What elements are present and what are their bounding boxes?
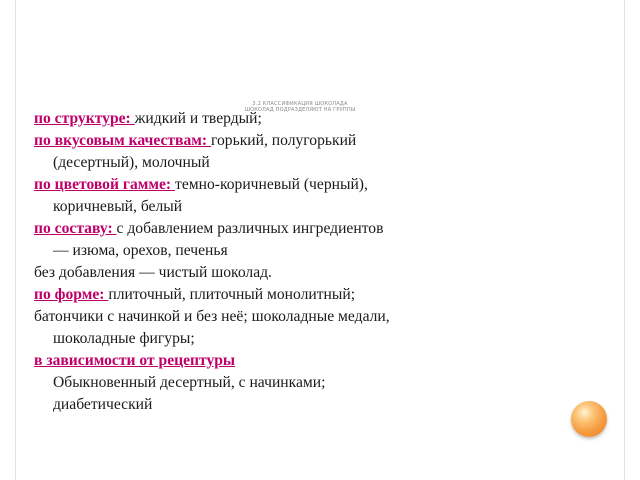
item-sep: : — [165, 176, 176, 193]
left-divider — [15, 0, 16, 480]
list-item-composition — [34, 218, 574, 240]
right-divider — [624, 0, 625, 480]
item-text: горький, полугорький — [210, 132, 357, 149]
item-extra: батончики с начинкой и без неё; шоколадные медали, — [34, 308, 390, 325]
list-item-color — [34, 174, 574, 196]
item-label: по составу: — [34, 220, 117, 237]
item-label: в зависимости от рецептуры — [34, 352, 236, 369]
item-text: темно-коричневый (черный), — [175, 176, 368, 193]
item-continuation: коричневый, белый — [53, 198, 183, 215]
item-text: жидкий и твердый; — [134, 110, 262, 127]
list-item-structure — [34, 108, 574, 130]
item-continuation: шоколадные фигуры; — [53, 330, 195, 347]
item-label: по вкусовым качествам — [34, 132, 202, 149]
classification-list — [34, 108, 574, 416]
item-label: по структуре — [34, 110, 126, 127]
item-continuation: — изюма, орехов, печенья — [53, 242, 228, 259]
item-continuation: диабетический — [53, 396, 153, 413]
item-label: по цветовой гамме — [34, 176, 166, 193]
item-text: плиточный, плиточный монолитный; — [108, 286, 356, 303]
orange-circle-icon — [571, 401, 607, 437]
list-item-recipe — [34, 350, 574, 372]
item-text: с добавлением различных ингредиентов — [116, 220, 384, 237]
list-item-form — [34, 284, 574, 306]
item-sep: : — [201, 132, 211, 149]
slide-title-line2: ШОКОЛАД ПОДРАЗДЕЛЯЮТ НА ГРУППЫ — [244, 107, 356, 113]
item-sep: : — [125, 110, 135, 127]
item-continuation: Обыкновенный десертный, с начинками; — [53, 374, 326, 391]
item-label: по форме: — [34, 286, 109, 303]
item-extra: без добавления — чистый шоколад. — [34, 264, 272, 281]
slide-title-line1: 3.2 КЛАССИФИКАЦИЯ ШОКОЛАДА — [252, 101, 348, 107]
list-item-taste — [34, 130, 574, 152]
item-continuation: (десертный), молочный — [53, 154, 210, 171]
